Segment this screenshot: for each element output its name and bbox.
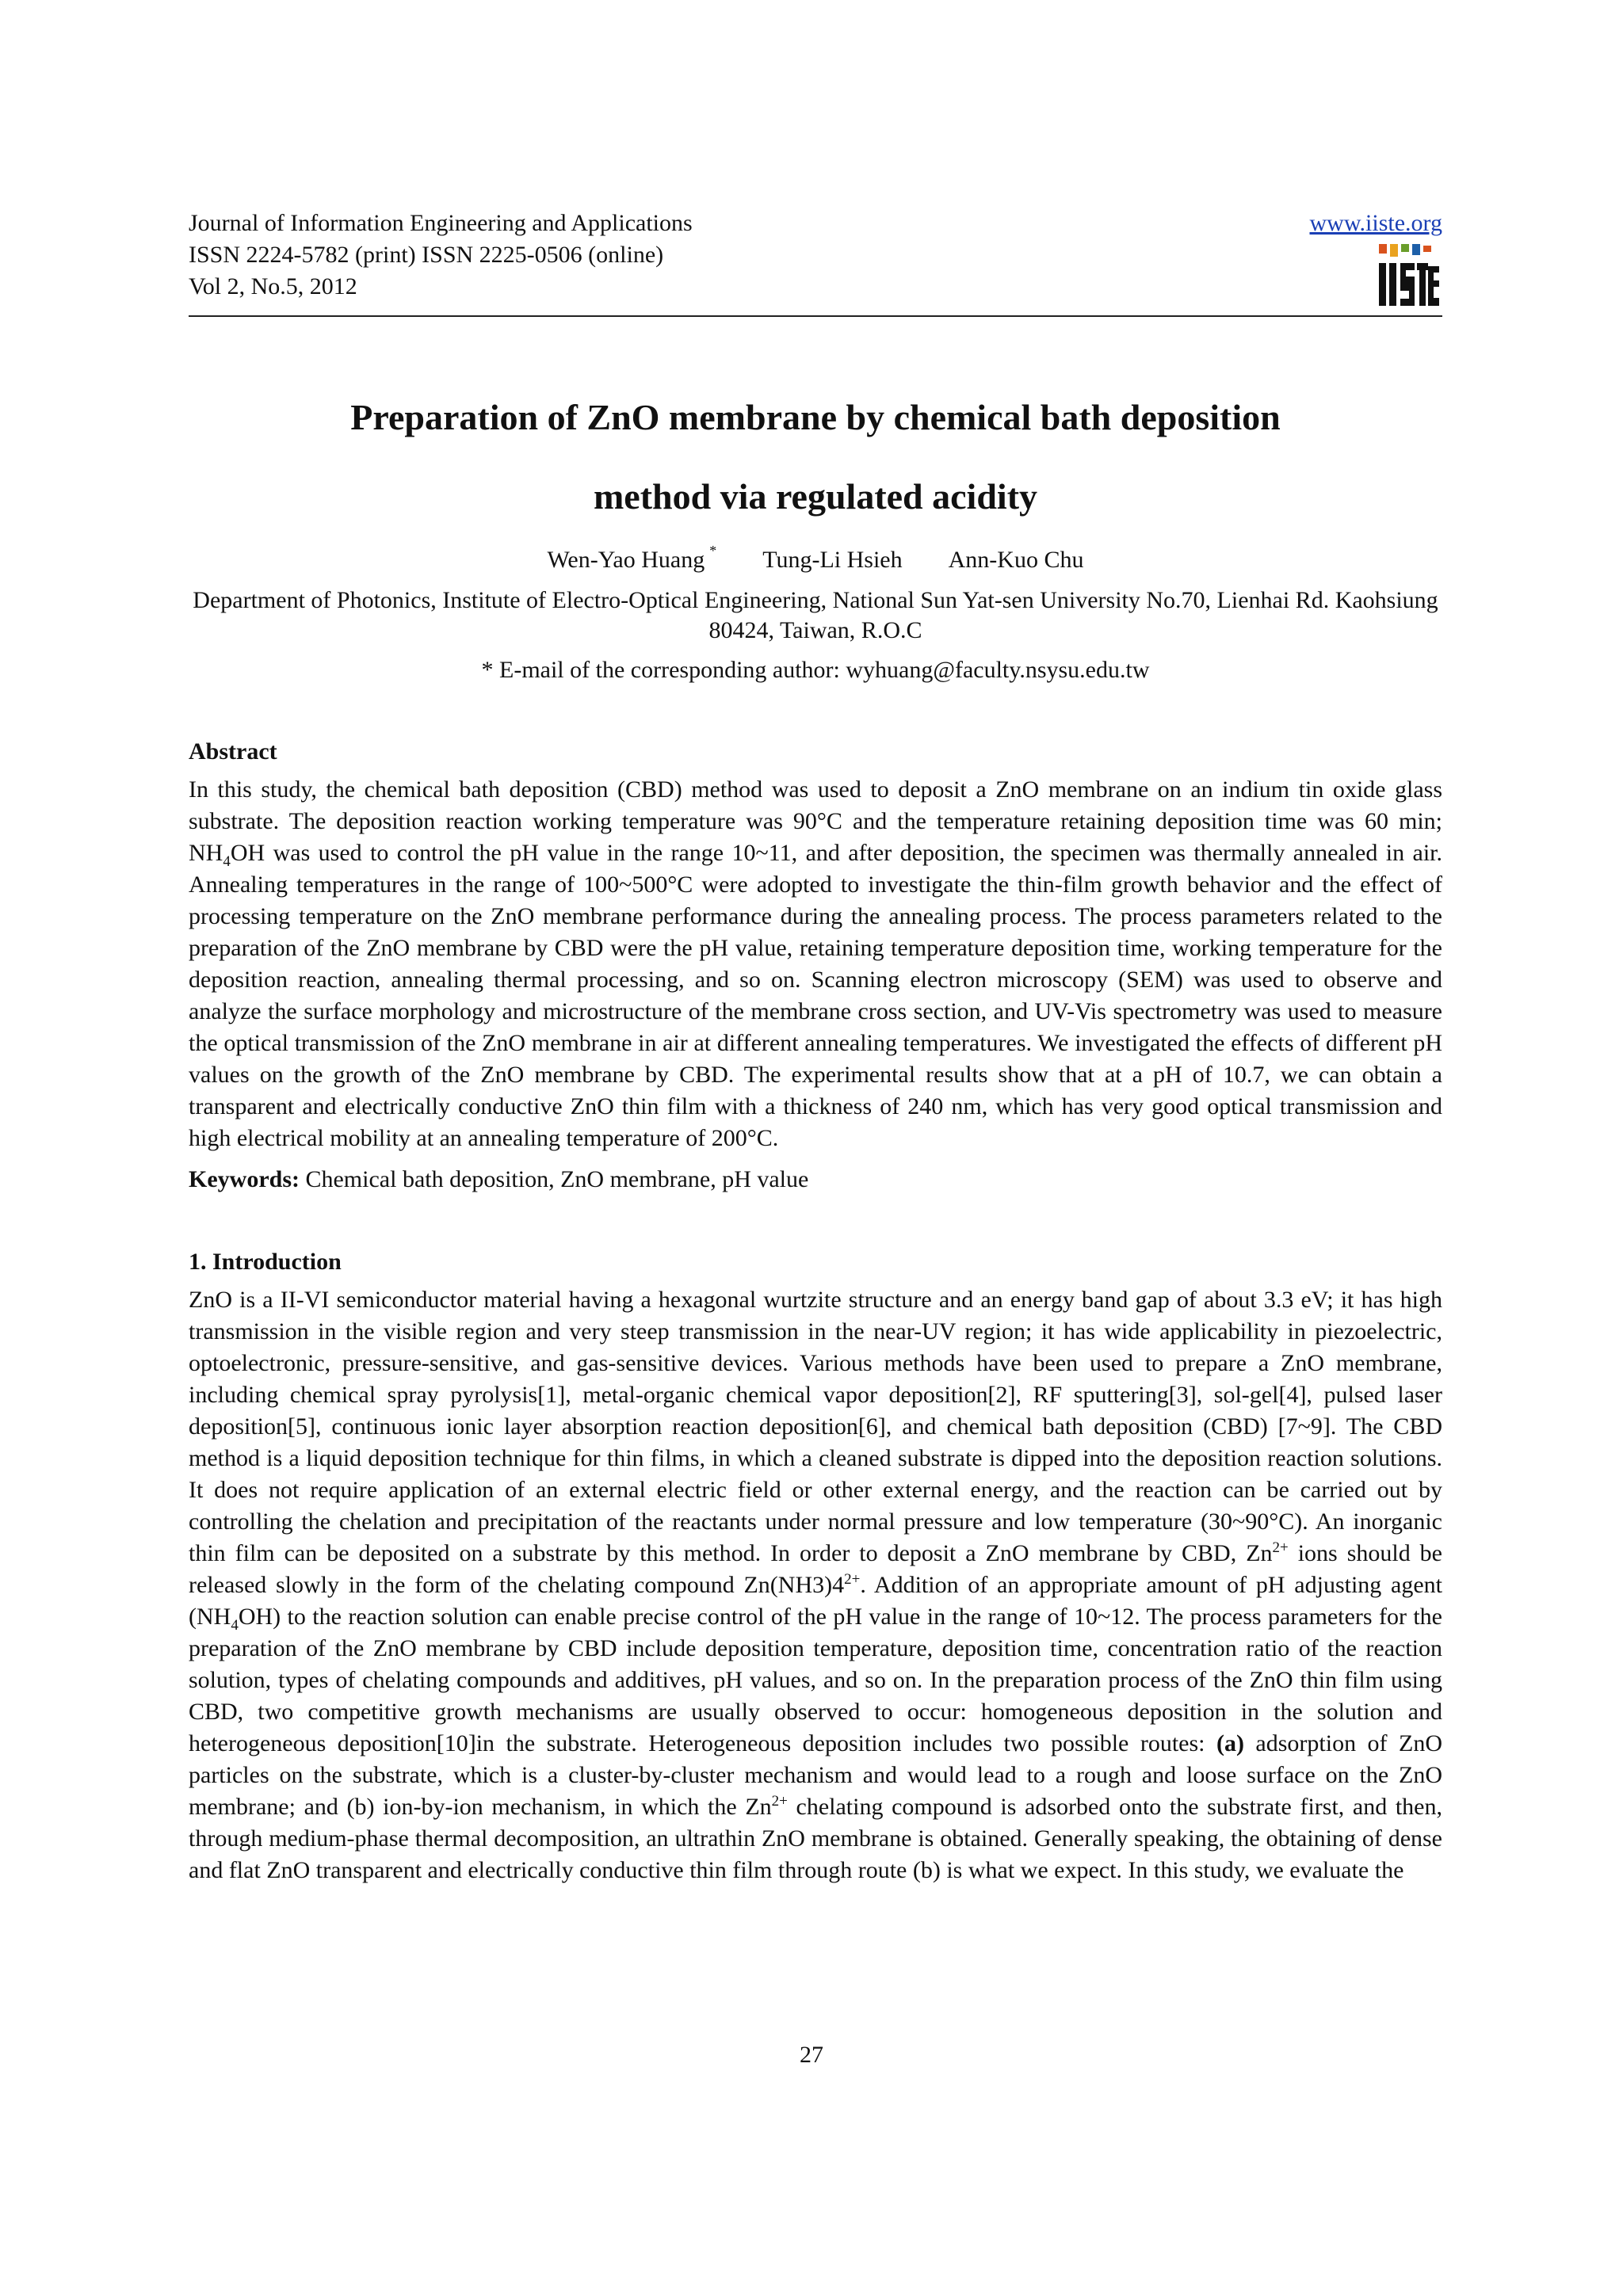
affiliation: Department of Photonics, Institute of Electro-Optical Engineering, National Sun Yat-sen University No.70, Lienhai Rd. Kaohsiung 80424, Taiwan, R.O.C (193, 587, 1438, 643)
author-1 (548, 544, 717, 576)
iiste-logo-icon (1376, 242, 1441, 309)
keywords (189, 1164, 1442, 1196)
header-divider (189, 315, 1442, 317)
author-list (189, 544, 1442, 576)
author-name: Wen-Yao Huang (547, 547, 705, 573)
journal-header (189, 208, 1442, 315)
introduction-body: ZnO is a II-VI semiconductor material having a hexagonal wurtzite structure and an energy band gap of about 3.3 eV; it has high transmission in the visible region and very steep transmission in the near-UV region; it has wide applicability in piezoelectric, optoelectronic, pressure-sensitive, and gas-sensitive devices. Various methods have been used to prepare a ZnO membrane, including chemical spray pyrolysis[1], metal-organic chemical vapor deposition[2], RF sputtering[3], sol-gel[4], pulsed laser deposition[5], continuous ionic layer absorption reaction deposition[6], and chemical bath deposition (CBD) [7~9]. The CBD method is a liquid deposition technique for thin films, in which a cleaned substrate is dipped into the deposition reaction solutions. It does not require application of an external electric field or other external energy, and the reaction can be carried out by controlling the chelation and precipitation of the reactants under normal pressure and low temperature (30~90°C). An inorganic thin film can be deposited on a substrate by this method. In order to deposit a ZnO membrane by CBD, $Zn^{2+}$ ions should be released slowly in the form of the chelating compound $Zn(NH3)4^{2+}$. Addition of an appropriate amount of pH adjusting agent $(NH_4OH)$ to the reaction solution can enable precise control of the pH value in the range of 10~12. The process parameters for the preparation of the ZnO membrane by CBD include deposition temperature, deposition time, concentration ratio of the reaction solution, types of chelating compounds and additives, pH values, and so on. In the preparation process of the ZnO thin film using CBD, two competitive growth mechanisms are usually observed to occur: homogeneous deposition in the solution and heterogeneous deposition[10]in the substrate. Heterogeneous deposition includes two possible routes: (a) adsorption of ZnO particles on the substrate, which is a cluster-by-cluster mechanism and would lead to a rough and loose surface on the ZnO membrane; and (b) ion-by-ion mechanism, in which the $Zn^{2+}$ chelating compound is adsorbed onto the substrate first, and then, through medium-phase thermal decomposition, an ultrathin ZnO membrane is obtained. Generally speaking, the obtaining of dense and flat ZnO transparent and electrically conductive thin film through route (b) is what we expect. In this study, we evaluate the (189, 1287, 1443, 1883)
author-3: Ann-Kuo Chu (948, 547, 1084, 573)
keywords-text: Chemical bath deposition, ZnO membrane, pH value (299, 1166, 809, 1192)
journal-name: Journal of Information Engineering and Applications (189, 210, 693, 236)
journal-info (189, 208, 1442, 303)
title-line-1: Preparation of ZnO membrane by chemical bath deposition (350, 397, 1281, 437)
page-number: 27 (800, 2042, 823, 2068)
journal-issn: ISSN 2224-5782 (print) ISSN 2225-0506 (online) (189, 242, 664, 268)
abstract-heading: Abstract (189, 738, 277, 765)
introduction-heading: 1. Introduction (189, 1249, 342, 1275)
journal-url-link[interactable]: www.iiste.org (1309, 210, 1442, 236)
abstract-body: In this study, the chemical bath deposition (CBD) method was used to deposit a ZnO membrane on an indium tin oxide glass substrate. The deposition reaction working temperature was 90°C and the temperature retaining deposition time was 60 min; $NH_4OH$ was used to control the pH value in the range 10~11, and after deposition, the specimen was thermally annealed in air. Annealing temperatures in the range of 100~500°C were adopted to investigate the thin-film growth behavior and the effect of processing temperature on the ZnO membrane performance during the annealing process. The process parameters related to the preparation of the ZnO membrane by CBD were the pH value, retaining temperature deposition time, working temperature for the deposition reaction, annealing thermal processing, and so on. Scanning electron microscopy (SEM) was used to observe and analyze the surface morphology and microstructure of the membrane cross section, and UV-Vis spectrometry was used to measure the optical transmission of the ZnO membrane in air at different annealing temperatures. We investigated the effects of different pH values on the growth of the ZnO membrane by CBD. The experimental results show that at a pH of 10.7, we can obtain a transparent and electrically conductive ZnO thin film with a thickness of 240 nm, which has very good optical transmission and high electrical mobility at an annealing temperature of 200°C. (189, 776, 1442, 1151)
journal-volume: Vol 2, No.5, 2012 (189, 273, 357, 299)
author-2: Tung-Li Hsieh (762, 547, 903, 573)
keywords-label: Keywords: (189, 1166, 300, 1192)
title-line-2: method via regulated acidity (593, 476, 1038, 517)
corresponding-email: * E-mail of the corresponding author: wyhuang@faculty.nsysu.edu.tw (481, 657, 1150, 683)
corresponding-mark: * (709, 543, 717, 559)
paper-title (189, 378, 1442, 536)
paper-page (189, 208, 1442, 1886)
